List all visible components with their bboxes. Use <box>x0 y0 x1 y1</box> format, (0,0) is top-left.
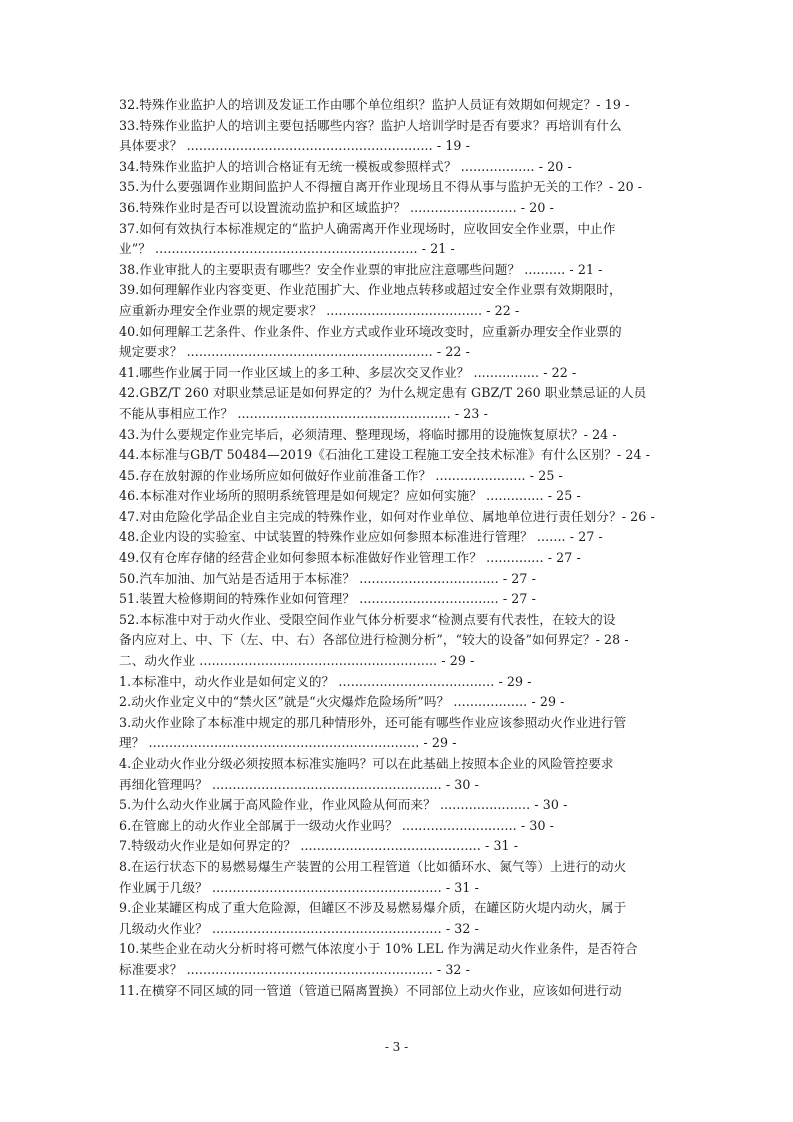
toc-line: 36.特殊作业时是否可以设置流动监护和区域监护？ .......................... - 20 - <box>119 199 554 215</box>
toc-line: 51.装置大检修期间的特殊作业如何管理？ .................................. - 27 - <box>119 591 536 607</box>
toc-line: 34.特殊作业监护人的培训合格证有无统一模板或参照样式？ .................. - 20 - <box>119 158 572 174</box>
toc-line: 42.GBZ/T 260 对职业禁忌证是如何界定的？为什么规定患有 GBZ/T 260 职业禁忌证的人员 <box>119 385 647 401</box>
toc-line: 8.在运行状态下的易燃易爆生产装置的公用工程管道（比如循环水、氮气等）上进行的动火 <box>119 858 627 874</box>
table-of-contents <box>119 95 679 1001</box>
toc-line: 32.特殊作业监护人的培训及发证工作由哪个单位组织？监护人员证有效期如何规定？- 19 - <box>119 97 630 112</box>
toc-line: 39.如何理解作业内容变更、作业范围扩大、作业地点转移或超过安全作业票有效期限时， <box>119 282 622 298</box>
toc-line: 48.企业内设的实验室、中试装置的特殊作业应如何参照本标准进行管理？ ....... - 27 - <box>119 529 603 545</box>
toc-line: 备内应对上、中、下（左、中、右）各部位进行检测分析”，“较大的设备”如何界定？- 28 - <box>119 632 629 648</box>
toc-line: 37.如何有效执行本标准规定的“监护人确需离开作业现场时，应收回安全作业票，中止作 <box>119 220 616 236</box>
toc-line: 二、动火作业 .......................................................... - 29 - <box>119 653 475 669</box>
page-number: - 3 - <box>384 1040 409 1054</box>
toc-line: 不能从事相应工作？ .................................................... - 23 - <box>119 405 488 421</box>
toc-line: 7.特级动火作业是如何界定的？ ............................................ - 31 - <box>119 838 519 854</box>
toc-line: 40.如何理解工艺条件、作业条件、作业方式或作业环境改变时，应重新办理安全作业票的 <box>119 323 622 339</box>
toc-line: 35.为什么要强调作业期间监护人不得擅自离开作业现场且不得从事与监护无关的工作？- 20 - <box>119 179 643 195</box>
toc-line: 几级动火作业？ ........................................................ - 32 - <box>119 920 479 936</box>
toc-line: 应重新办理安全作业票的规定要求？ ...................................... - 22 - <box>119 302 520 318</box>
toc-line: 52.本标准中对于动火作业、受限空间作业气体分析要求“检测点要有代表性，在较大的设 <box>119 611 616 627</box>
toc-line: 规定要求？ ............................................................ - 22 - <box>119 344 471 360</box>
toc-line: 标准要求？ ............................................................ - 32 - <box>119 961 471 977</box>
toc-line: 10.某些企业在动火分析时将可燃气体浓度小于 10% LEL 作为满足动火作业条件，是否符合 <box>119 941 638 957</box>
toc-line: 33.特殊作业监护人的培训主要包括哪些内容？监护人培训学时是否有要求？再培训有什么 <box>119 117 622 133</box>
toc-line: 5.为什么动火作业属于高风险作业，作业风险从何而来？ ...................... - 30 - <box>119 797 568 813</box>
toc-line: 理？ .................................................................. - 29 - <box>119 735 457 751</box>
toc-line: 38.作业审批人的主要职责有哪些？安全作业票的审批应注意哪些问题？ .......... - 21 - <box>119 261 603 277</box>
toc-line: 1.本标准中，动火作业是如何定义的？ ...................................... - 29 - <box>119 673 532 689</box>
toc-line: 41.哪些作业属于同一作业区域上的多工种、多层次交叉作业？ ................ - 22 - <box>119 364 577 380</box>
toc-line: 2.动火作业定义中的“禁火区”就是“火灾爆炸危险场所”吗？ .................. - 29 - <box>119 694 565 710</box>
toc-line: 49.仅有仓库存储的经营企业如何参照本标准做好作业管理工作？ .............. - 27 - <box>119 550 581 566</box>
toc-line: 4.企业动火作业分级必须按照本标准实施吗？可以在此基础上按照本企业的风险管控要求 <box>119 756 614 771</box>
toc-line: 3.动火作业除了本标准中规定的那几种情形外，还可能有哪些作业应该参照动火作业进行管 <box>119 714 627 730</box>
toc-line: 47.对由危险化学品企业自主完成的特殊作业，如何对作业单位、属地单位进行责任划分？- 26 - <box>119 508 655 524</box>
toc-line: 业”？ ................................................................ - 21 - <box>119 241 455 257</box>
toc-line: 45.存在放射源的作业场所应如何做好作业前准备工作？ ...................... - 25 - <box>119 467 563 483</box>
toc-line: 6.在管廊上的动火作业全部属于一级动火作业吗？ ............................ - 30 - <box>119 817 555 833</box>
toc-line: 再细化管理吗？ ........................................................ - 30 - <box>119 776 479 792</box>
toc-line: 9.企业某罐区构成了重大危险源，但罐区不涉及易燃易爆介质，在罐区防火堤内动火，属于 <box>119 900 627 916</box>
toc-line: 44.本标准与GB/T 50484—2019《石油化工建设工程施工安全技术标准》有什么区别？- 24 - <box>119 447 651 463</box>
toc-line: 46.本标准对作业场所的照明系统管理是如何规定？应如何实施？ .............. - 25 - <box>119 488 581 504</box>
toc-line: 11.在横穿不同区域的同一管道（管道已隔离置换）不同部位上动火作业，应该如何进行动 <box>119 982 622 998</box>
toc-line: 50.汽车加油、加气站是否适用于本标准？ .................................. - 27 - <box>119 570 536 586</box>
toc-line: 43.为什么要规定作业完毕后，必须清理、整理现场，将临时挪用的设施恢复原状？- 24 - <box>119 426 617 442</box>
toc-line: 具体要求？ ............................................................ - 19 - <box>119 138 471 154</box>
toc-line: 作业属于几级？ ........................................................ - 31 - <box>119 879 479 895</box>
